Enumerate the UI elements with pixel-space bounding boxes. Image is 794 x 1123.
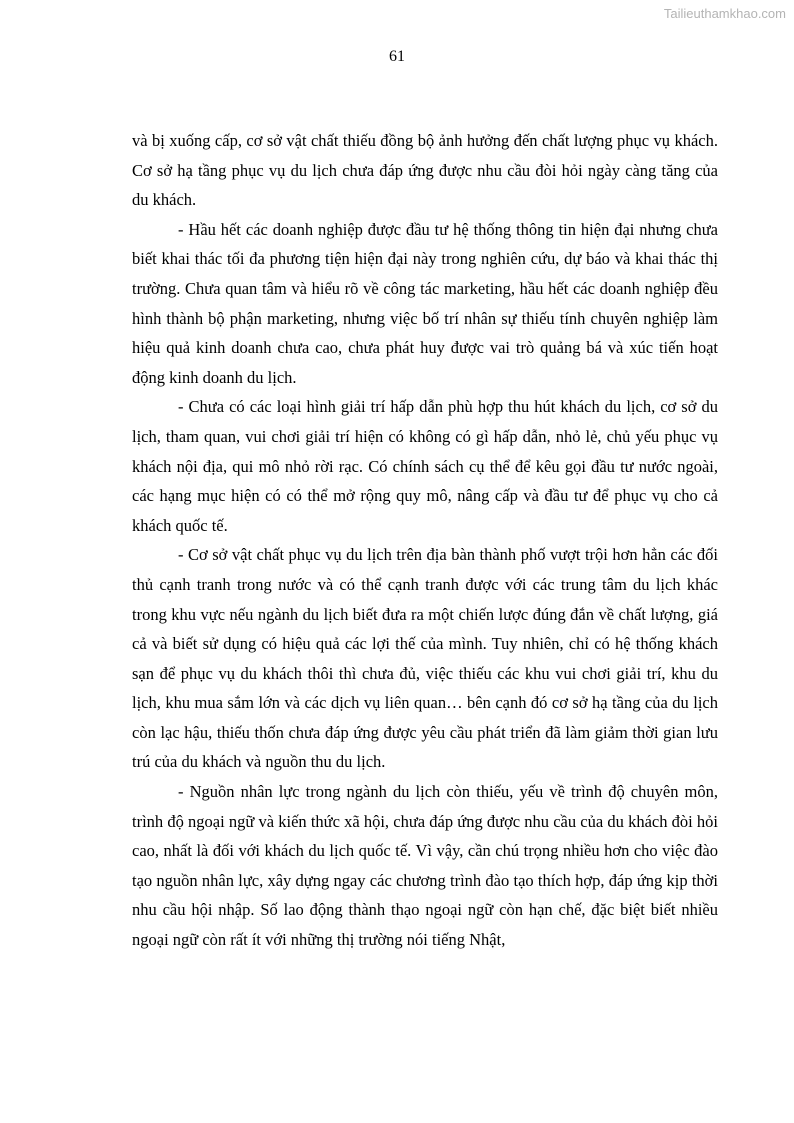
paragraph-continuation: và bị xuống cấp, cơ sở vật chất thiếu đồng bộ ảnh hưởng đến chất lượng phục vụ khách. Cơ sở hạ tầng phục vụ du lịch chưa đáp ứng được nhu cầu đòi hỏi ngày càng tăng của du khách. [132, 131, 718, 210]
paragraph-entertainment: - Chưa có các loại hình giải trí hấp dẫn phù hợp thu hút khách du lịch, cơ sở du lịch, tham quan, vui chơi giải trí hiện có không có gì hấp dẫn, nhỏ lẻ, chủ yếu phục vụ khách nội địa, qui mô nhỏ rời rạc. Có chính sách cụ thể để kêu gọi đầu tư nước ngoài, các hạng mục hiện có có thể mở rộng quy mô, nâng cấp và đầu tư để phục vụ cho cả khách quốc tế. [132, 397, 718, 535]
watermark: Tailieuthamkhao.com [663, 6, 786, 21]
paragraph-human-resources: - Nguồn nhân lực trong ngành du lịch còn thiếu, yếu về trình độ chuyên môn, trình độ ngoại ngữ và kiến thức xã hội, chưa đáp ứng được nhu cầu của du khách đòi hỏi cao, nhất là đối với khách du lịch quốc tế. Vì vậy, cần chú trọng nhiều hơn cho việc đào tạo nguồn nhân lực, xây dựng ngay các chương trình đào tạo thích hợp, đáp ứng kịp thời nhu cầu hội nhập. Số lao động thành thạo ngoại ngữ còn hạn chế, đặc biệt biết nhiều ngoại ngữ còn rất ít với những thị trường nói tiếng Nhật, [132, 782, 718, 950]
page-number: 61 [389, 48, 405, 65]
body-text [132, 126, 718, 955]
paragraph-infrastructure: - Cơ sở vật chất phục vụ du lịch trên địa bàn thành phố vượt trội hơn hẳn các đối thủ cạnh tranh trong nước và có thể cạnh tranh được với các trung tâm du lịch khác trong khu vực nếu ngành du lịch biết đưa ra một chiến lược đúng đắn về chất lượng, giá cả và biết sử dụng có hiệu quả các lợi thế của mình. Tuy nhiên, chỉ có hệ thống khách sạn để phục vụ du khách thôi thì chưa đủ, việc thiếu các khu vui chơi giải trí, khu du lịch, khu mua sắm lớn và các dịch vụ liên quan… bên cạnh đó cơ sở hạ tầng của du lịch còn lạc hậu, thiếu thốn chưa đáp ứng được yêu cầu phát triển đã làm giảm thời gian lưu trú của du khách và nguồn thu du lịch. [132, 545, 718, 772]
paragraph-information-systems: - Hầu hết các doanh nghiệp được đầu tư hệ thống thông tin hiện đại nhưng chưa biết khai thác tối đa phương tiện hiện đại này trong nghiên cứu, dự báo và khai thác thị trường. Chưa quan tâm và hiểu rõ về công tác marketing, hầu hết các doanh nghiệp đều hình thành bộ phận marketing, nhưng việc bố trí nhân sự thiếu tính chuyên nghiệp làm hiệu quả kinh doanh chưa cao, chưa phát huy được vai trò quảng bá và xúc tiến hoạt động kinh doanh du lịch. [132, 219, 718, 387]
